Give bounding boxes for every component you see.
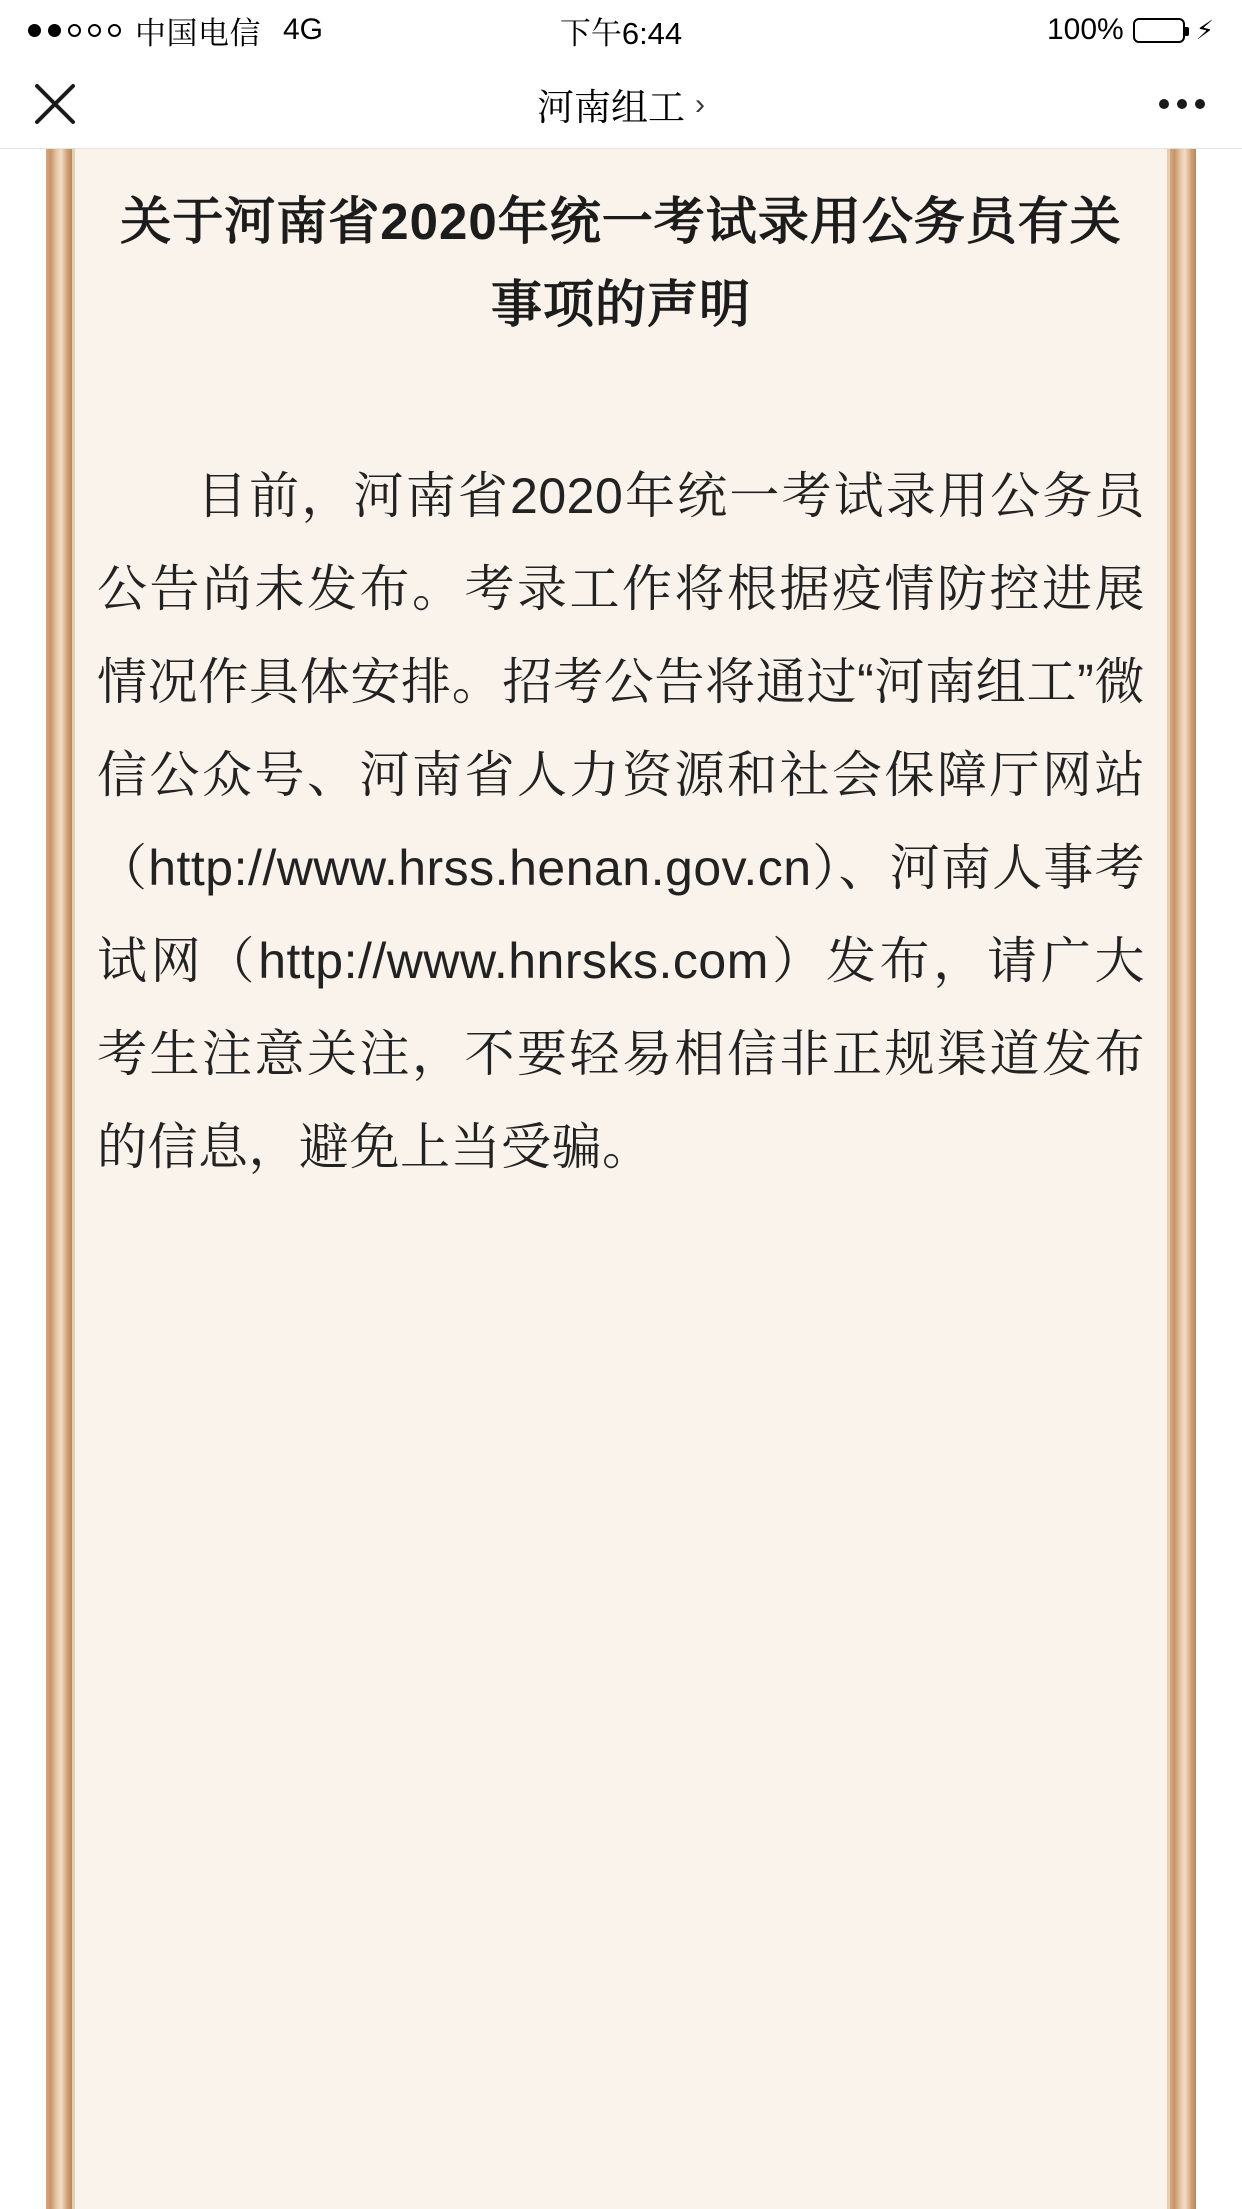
chevron-right-icon: › <box>695 88 705 121</box>
article-body <box>0 149 1242 2209</box>
article-headline: 关于河南省2020年统一考试录用公务员有关事项的声明 <box>120 193 1122 333</box>
article-paragraph: 目前，河南省2020年统一考试录用公务员公告尚未发布。考录工作将根据疫情防控进展情况作具体安排。招考公告将通过“河南组工”微信公众号、河南省人力资源和社会保障厅网站（http://www.hrss.henan.gov.cn）、河南人事考试网（http://www.hnrsks.com）发布，请广大考生注意关注，不要轻易相信非正规渠道发布的信息，避免上当受骗。 <box>97 468 1145 1176</box>
frame-edge-right <box>1170 149 1196 2209</box>
nav-title-group <box>0 77 1242 131</box>
frame-inner-line-right <box>1167 149 1170 2209</box>
carrier-label: 中国电信 <box>135 15 261 51</box>
status-bar <box>0 0 1242 60</box>
ellipsis-icon <box>1159 99 1169 109</box>
ellipsis-icon <box>1177 99 1187 109</box>
frame-edge-left <box>46 149 72 2209</box>
navigation-bar <box>0 60 1242 149</box>
page-title: 河南组工 <box>537 87 685 128</box>
charging-bolt-icon: ⚡ <box>1195 15 1214 45</box>
article-content <box>75 149 1167 2209</box>
battery-percent-label: 100% <box>1047 13 1124 46</box>
more-options-button[interactable] <box>1122 60 1242 148</box>
battery-icon <box>1133 18 1185 43</box>
close-button[interactable] <box>0 60 110 148</box>
status-bar-clock: 下午6:44 <box>559 15 683 51</box>
ellipsis-icon <box>1195 99 1205 109</box>
network-type-label: 4G <box>283 13 324 46</box>
close-icon <box>32 81 78 127</box>
